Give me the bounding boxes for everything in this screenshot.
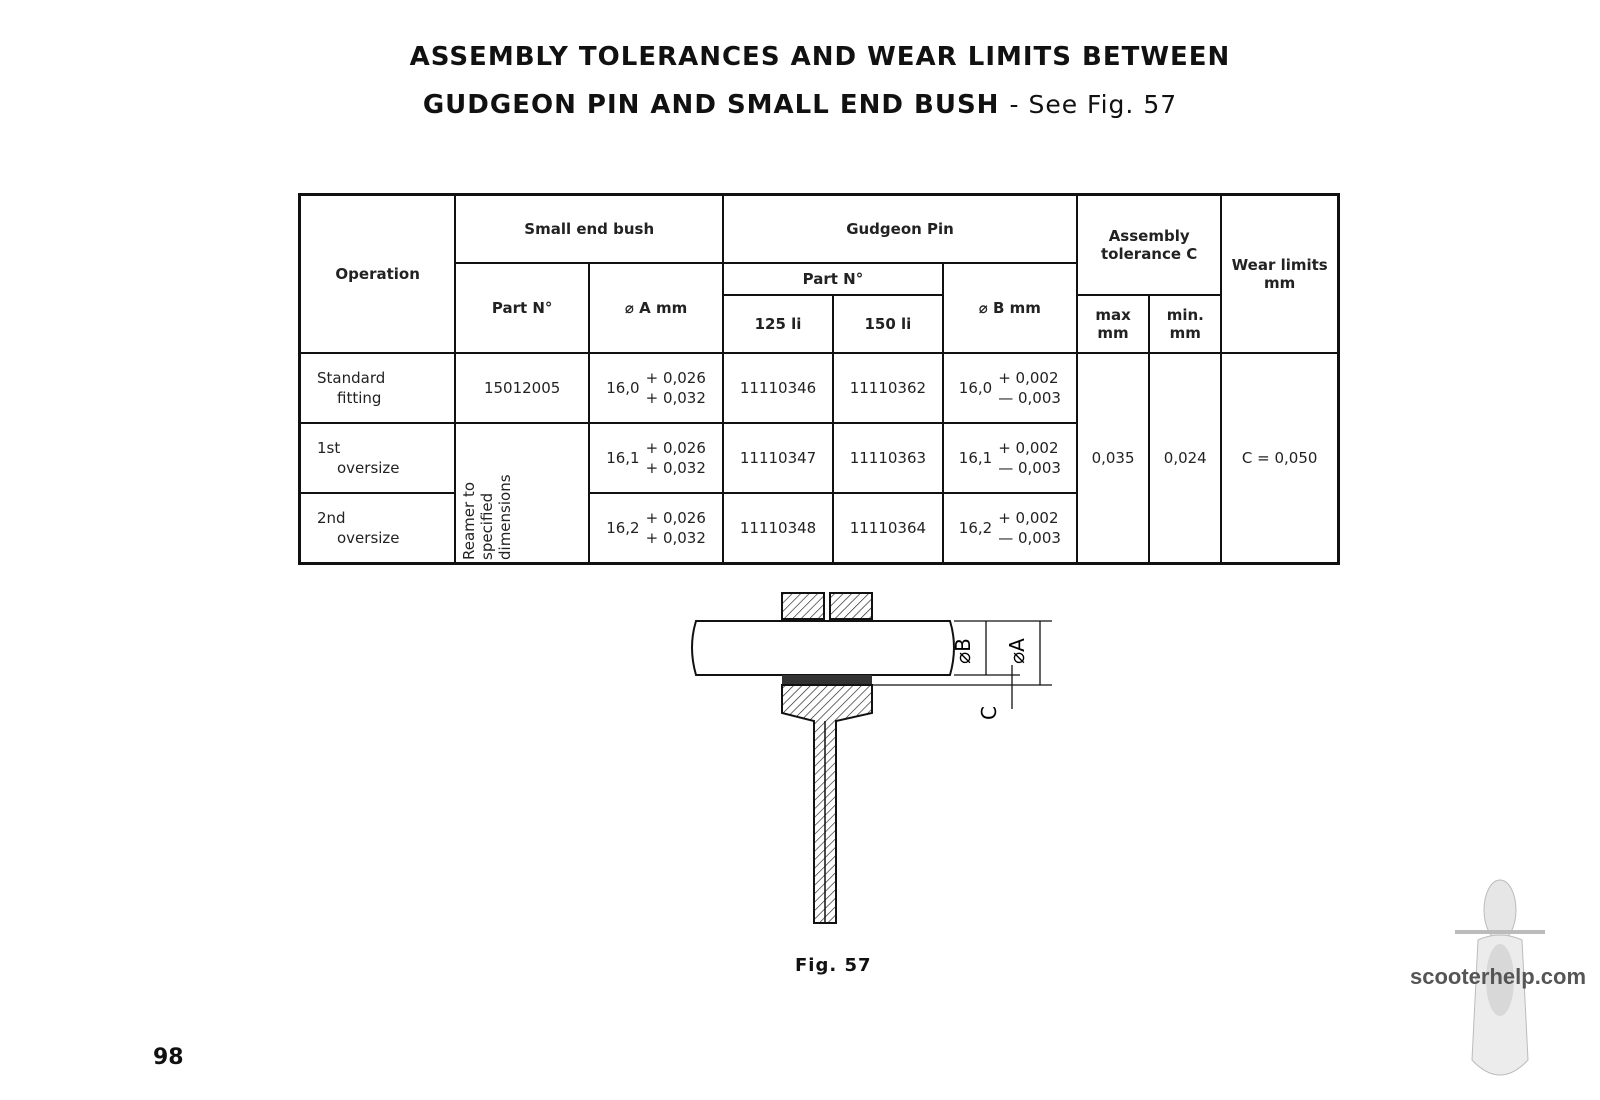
operation-line2: oversize <box>337 459 400 477</box>
bush-top-left <box>782 593 824 619</box>
pin-diameter-cell <box>943 493 1077 564</box>
operation-line2: oversize <box>337 529 400 547</box>
pin-dia-tol-lower: — 0,003 <box>998 459 1061 477</box>
operation-cell <box>300 423 456 493</box>
header-pin-part-no: Part N° <box>723 263 943 295</box>
tol-max-cell: 0,035 <box>1077 353 1149 564</box>
reamer-note: Reamer to specified dimensions <box>460 474 515 560</box>
wear-limit-cell: C = 0,050 <box>1221 353 1338 564</box>
tolerance-table <box>298 193 1340 565</box>
header-assembly-tolerance: Assembly tolerance C <box>1077 195 1221 296</box>
bush-dia-tol-lower: + 0,032 <box>645 529 706 547</box>
operation-line1: 2nd <box>317 509 346 527</box>
reamer-note-cell <box>455 423 589 564</box>
operation-line1: 1st <box>317 439 341 457</box>
pin-diameter-cell <box>943 423 1077 493</box>
operation-cell <box>300 353 456 423</box>
bush-dia-tol-lower: + 0,032 <box>645 459 706 477</box>
bush-dia-tol-upper: + 0,026 <box>645 439 706 457</box>
pin-dia-tol-upper: + 0,002 <box>998 439 1059 457</box>
figure-57-drawing <box>690 585 1070 945</box>
bush-diameter-cell <box>589 423 723 493</box>
table-row <box>300 353 1339 423</box>
watermark-text: scooterhelp.com <box>1410 964 1587 989</box>
label-b: ⌀B <box>951 638 975 664</box>
header-small-end-bush: Small end bush <box>455 195 723 264</box>
pin-dia-nominal: 16,0 <box>958 379 993 397</box>
label-c: C <box>977 706 1001 720</box>
gudgeon-pin <box>692 621 954 675</box>
pin-dia-tol-upper: + 0,002 <box>998 369 1059 387</box>
bush-dia-tol-upper: + 0,026 <box>645 509 706 527</box>
pin-dia-tol-lower: — 0,003 <box>998 529 1061 547</box>
header-tol-min: min. mm <box>1149 295 1221 353</box>
header-gudgeon-pin: Gudgeon Pin <box>723 195 1077 264</box>
header-pin-125: 125 li <box>723 295 833 353</box>
figure-caption: Fig. 57 <box>795 955 872 976</box>
bush-diameter-cell <box>589 353 723 423</box>
bush-diameter-cell <box>589 493 723 564</box>
figure-reference: - See Fig. 57 <box>1009 90 1178 119</box>
header-tol-max: max mm <box>1077 295 1149 353</box>
pin-dia-tol-lower: — 0,003 <box>998 389 1061 407</box>
pin-125-cell: 11110347 <box>723 423 833 493</box>
bush-top-right <box>830 593 872 619</box>
pin-dia-nominal: 16,2 <box>958 519 993 537</box>
bush-dia-tol-upper: + 0,026 <box>645 369 706 387</box>
clearance-band <box>782 675 872 685</box>
pin-150-cell: 11110363 <box>833 423 943 493</box>
header-wear-limits: Wear limits mm <box>1221 195 1338 354</box>
bush-dia-nominal: 16,2 <box>606 519 640 537</box>
header-bush-diameter: ⌀ A mm <box>589 263 723 353</box>
bush-dia-nominal: 16,0 <box>606 379 640 397</box>
bush-dia-nominal: 16,1 <box>606 449 640 467</box>
header-bush-part-no: Part N° <box>455 263 589 353</box>
connecting-rod <box>782 685 872 923</box>
pin-dia-nominal: 16,1 <box>958 449 993 467</box>
header-pin-150: 150 li <box>833 295 943 353</box>
pin-150-cell: 11110364 <box>833 493 943 564</box>
page-title-line1: ASSEMBLY TOLERANCES AND WEAR LIMITS BETWEEN <box>409 42 1231 72</box>
pin-125-cell: 11110346 <box>723 353 833 423</box>
operation-line1: Standard <box>317 369 386 387</box>
header-operation: Operation <box>300 195 456 354</box>
operation-line2: fitting <box>337 389 382 407</box>
operation-cell <box>300 493 456 564</box>
bush-dia-tol-lower: + 0,032 <box>645 389 706 407</box>
header-pin-diameter: ⌀ B mm <box>943 263 1077 353</box>
bush-part-cell: 15012005 <box>455 353 589 423</box>
pin-diameter-cell <box>943 353 1077 423</box>
tol-min-cell: 0,024 <box>1149 353 1221 564</box>
pin-dia-tol-upper: + 0,002 <box>998 509 1059 527</box>
pin-125-cell: 11110348 <box>723 493 833 564</box>
page-title-line2 <box>0 90 1600 120</box>
pin-150-cell: 11110362 <box>833 353 943 423</box>
page-title-main: GUDGEON PIN AND SMALL END BUSH <box>422 90 1000 120</box>
label-a: ⌀A <box>1005 638 1029 664</box>
page-number: 98 <box>153 1045 184 1070</box>
